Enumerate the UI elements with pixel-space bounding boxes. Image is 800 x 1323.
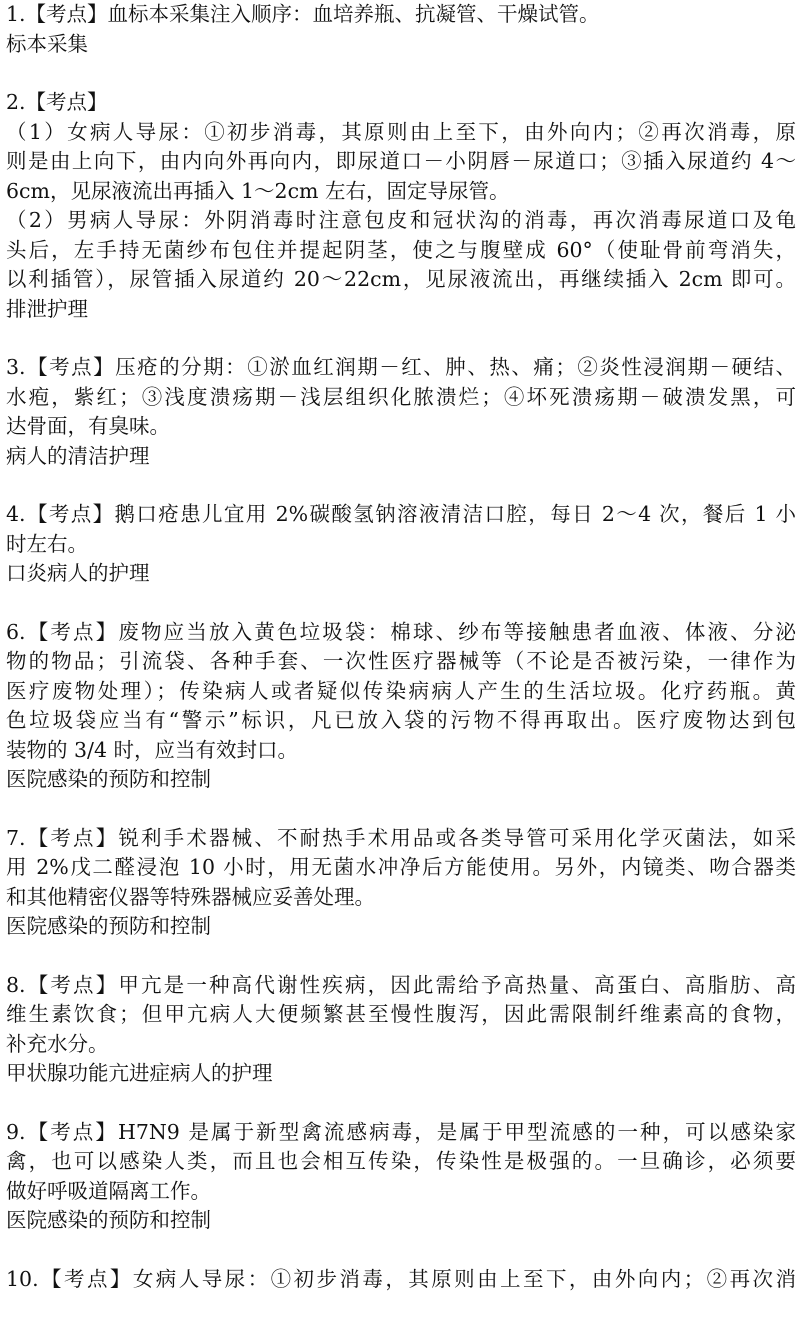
entry-topic: 医院感染的预防和控制 [6, 767, 211, 791]
entry-line: 则是由上向下，由内向外再向内，即尿道口－小阴唇－尿道口；③插入尿道约 4～ [6, 149, 796, 173]
entry-8 [6, 971, 796, 1089]
entry-4 [6, 500, 796, 589]
entry-line: （1）女病人导尿：①初步消毒，其原则由上至下，由外向内；②再次消毒，原 [6, 119, 796, 144]
entry-1 [6, 0, 796, 59]
entry-10 [6, 1265, 796, 1295]
entry-line: 物的物品；引流袋、各种手套、一次性医疗器械等（不论是否被污染，一律作为 [6, 649, 796, 673]
entry-line: 以利插管），尿管插入尿道约 20～22cm，见尿液流出，再继续插入 2cm 即可。 [6, 267, 796, 291]
entry-line: 禽，也可以感染人类，而且也会相互传染，传染性是极强的。一旦确诊，必须要 [6, 1149, 796, 1173]
entry-line: 1.【考点】血标本采集注入顺序：血培养瓶、抗凝管、干燥试管。 [6, 2, 600, 26]
entry-line: （2）男病人导尿：外阴消毒时注意包皮和冠状沟的消毒，再次消毒尿道口及龟 [6, 208, 796, 232]
entry-topic: 医院感染的预防和控制 [6, 1208, 211, 1232]
entry-9 [6, 1118, 796, 1236]
entry-line: 用 2%戊二醛浸泡 10 小时，用无菌水冲净后方能使用。另外，内镜类、吻合器类 [6, 855, 796, 879]
entry-topic: 病人的清洁护理 [6, 443, 150, 468]
entry-2 [6, 88, 796, 324]
entry-line: 水疱，紫红；③浅度溃疡期－浅层组织化脓溃烂；④坏死溃疡期－破溃发黑，可 [6, 384, 796, 409]
entry-line: 做好呼吸道隔离工作。 [6, 1178, 211, 1203]
entry-line: 时左右。 [6, 531, 88, 556]
entry-line: 8.【考点】甲亢是一种高代谢性疾病，因此需给予高热量、高蛋白、高脂肪、高 [6, 972, 796, 997]
entry-line: 装物的 3/4 时，应当有效封口。 [6, 737, 299, 762]
entry-line: 医疗废物处理）；传染病人或者疑似传染病病人产生的生活垃圾。化疗药瓶。黄 [6, 678, 796, 703]
entry-line: 6cm，见尿液流出再插入 1～2cm 左右，固定导尿管。 [6, 178, 510, 203]
entry-line: 9.【考点】H7N9 是属于新型禽流感病毒，是属于甲型流感的一种，可以感染家 [6, 1119, 796, 1144]
entry-topic: 标本采集 [6, 31, 88, 56]
entry-line: 维生素饮食；但甲亢病人大便频繁甚至慢性腹泻，因此需限制纤维素高的食物， [6, 1002, 796, 1026]
entry-line: 色垃圾袋应当有“警示”标识，凡已放入袋的污物不得再取出。医疗废物达到包 [6, 708, 796, 732]
entry-line: 头后，左手持无菌纱布包住并提起阴茎，使之与腹壁成 60°（使耻骨前弯消失， [6, 237, 796, 262]
entry-topic: 口炎病人的护理 [6, 561, 150, 585]
entry-6 [6, 618, 796, 795]
entry-line: 达骨面，有臭味。 [6, 414, 170, 438]
entry-line: 补充水分。 [6, 1031, 109, 1056]
entry-line: 4.【考点】鹅口疮患儿宜用 2%碳酸氢钠溶液清洁口腔，每日 2～4 次，餐后 1 小 [6, 502, 796, 526]
entry-topic: 甲状腺功能亢进症病人的护理 [6, 1061, 273, 1085]
entry-line: 3.【考点】压疮的分期：①淤血红润期－红、肿、热、痛；②炎性浸润期－硬结、 [6, 355, 796, 379]
entry-line: 2.【考点】 [6, 90, 108, 114]
entry-line: 7.【考点】锐利手术器械、不耐热手术用品或各类导管可采用化学灭菌法，如采 [6, 825, 796, 850]
entry-7 [6, 824, 796, 942]
entry-3 [6, 353, 796, 471]
entry-line: 6.【考点】废物应当放入黄色垃圾袋：棉球、纱布等接触患者血液、体液、分泌 [6, 619, 796, 644]
document-page [6, 0, 796, 1323]
entry-topic: 排泄护理 [6, 296, 88, 321]
entry-line: 和其他精密仪器等特殊器械应妥善处理。 [6, 884, 375, 909]
entry-line: 10.【考点】女病人导尿：①初步消毒，其原则由上至下，由外向内；②再次消 [6, 1266, 796, 1291]
entry-topic: 医院感染的预防和控制 [6, 914, 211, 938]
